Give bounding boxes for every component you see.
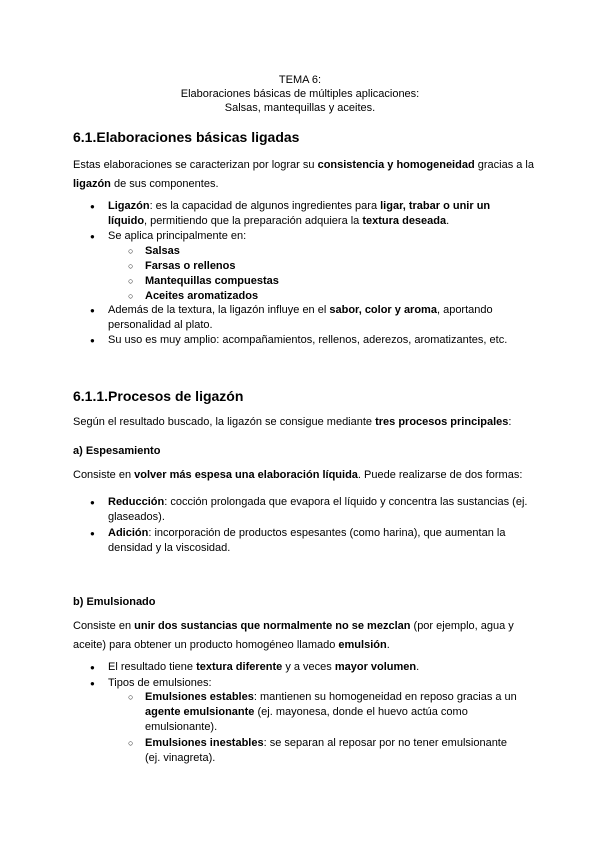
text-bold: consistencia y homogeneidad — [317, 159, 475, 171]
list-item-uso: ● Su uso es muy amplio: acompañamientos, rellenos, aderezos, aromatizantes, etc. — [108, 333, 528, 348]
text-bold: Mantequillas compuestas — [145, 275, 279, 287]
section-6-1-1-title: 6.1.1.Procesos de ligazón — [73, 388, 244, 404]
list-item-adicion — [108, 526, 528, 556]
text-bold: ligar, trabar o unir un líquido — [108, 200, 491, 227]
text-bold: Adición — [108, 527, 149, 539]
text-run: y a veces — [282, 661, 335, 673]
text-bold: Salsas — [145, 245, 180, 257]
section-6-1-1-intro — [73, 413, 543, 432]
text-run: (ej. mayonesa, donde el huevo actúa como emulsionante). — [145, 706, 468, 733]
text-bold: textura deseada — [362, 215, 447, 227]
text-run: de sus componentes. — [110, 178, 219, 190]
text-run: . — [416, 661, 420, 673]
sublist-item-estables — [145, 690, 525, 735]
list-item-textura — [108, 303, 528, 333]
text-bold: Emulsiones inestables — [145, 737, 264, 749]
list-item-ligazon — [108, 199, 528, 229]
list-item-aplica: ● Se aplica principalmente en: — [108, 229, 528, 244]
subsection-b-text — [73, 617, 543, 655]
text-run: Además de la textura, la ligazón influye en el — [108, 304, 330, 316]
text-run: Consiste en — [73, 620, 135, 632]
text-run: : mantienen su homogeneidad en reposo gracias a un — [253, 691, 517, 703]
text-bold: agente emulsionante — [145, 706, 255, 718]
text-run: . — [446, 215, 450, 227]
text-bold: textura diferente — [196, 661, 283, 673]
list-item-tipos: ● Tipos de emulsiones: — [108, 676, 528, 691]
text-run: , aportando personalidad al plato. — [108, 304, 493, 331]
text-run: . — [386, 639, 390, 651]
text-bold: Ligazón — [108, 200, 150, 212]
text-run: Según el resultado buscado, la ligazón se consigue mediante — [73, 416, 376, 428]
text-run: : — [508, 416, 512, 428]
sublist-item — [145, 289, 525, 304]
doc-header-line1: TEMA 6: — [278, 74, 322, 86]
text-run: : incorporación de productos espesantes (como harina), que aumentan la densidad y la viscosidad. — [108, 527, 506, 554]
sublist-item-inestables — [145, 736, 525, 766]
text-run: gracias a la — [474, 159, 534, 171]
text-bold: ligazón — [73, 178, 111, 190]
text-bold: sabor, color y aroma — [329, 304, 437, 316]
text-run: Consiste en — [73, 469, 135, 481]
text-bold: unir dos sustancias que normalmente no se mezclan — [134, 620, 411, 632]
subsection-a-text — [73, 466, 543, 485]
sublist-item — [145, 244, 525, 259]
sublist-item — [145, 259, 525, 274]
text-run: (por ejemplo, agua y aceite) para obtener un producto homogéneo llamado — [73, 620, 514, 651]
list-item-reduccion — [108, 495, 528, 525]
text-bold: Emulsiones estables — [145, 691, 254, 703]
text-bold: volver más espesa una elaboración líquida — [134, 469, 358, 481]
list-item-resultado — [108, 660, 528, 675]
section-6-1-title: 6.1.Elaboraciones básicas ligadas — [73, 129, 300, 145]
text-bold: emulsión — [338, 639, 387, 651]
subsection-b-title: b) Emulsionado — [73, 596, 156, 608]
text-bold: tres procesos principales — [375, 416, 509, 428]
section-6-1-intro — [73, 156, 543, 194]
text-bold: Farsas o rellenos — [145, 260, 236, 272]
text-run: . Puede realizarse de dos formas: — [357, 469, 523, 481]
subsection-a-title: a) Espesamiento — [73, 445, 161, 457]
text-run: : se separan al reposar por no tener emulsionante (ej. vinagreta). — [145, 737, 507, 764]
text-bold: mayor volumen — [334, 661, 417, 673]
text-bold: Reducción — [108, 496, 165, 508]
doc-header-line2: Elaboraciones básicas de múltiples aplicaciones: — [180, 88, 420, 100]
text-bold: Aceites aromatizados — [145, 290, 259, 302]
text-run: , permitiendo que la preparación adquiera la — [144, 215, 363, 227]
doc-header-line3: Salsas, mantequillas y aceites. — [224, 102, 376, 114]
text-run: El resultado tiene — [108, 661, 197, 673]
sublist-item — [145, 274, 525, 289]
text-run: : es la capacidad de algunos ingredientes para — [149, 200, 381, 212]
text-run: Estas elaboraciones se caracterizan por lograr su — [73, 159, 318, 171]
text-run: : cocción prolongada que evapora el líquido y concentra las sustancias (ej. glaseados). — [108, 496, 528, 523]
